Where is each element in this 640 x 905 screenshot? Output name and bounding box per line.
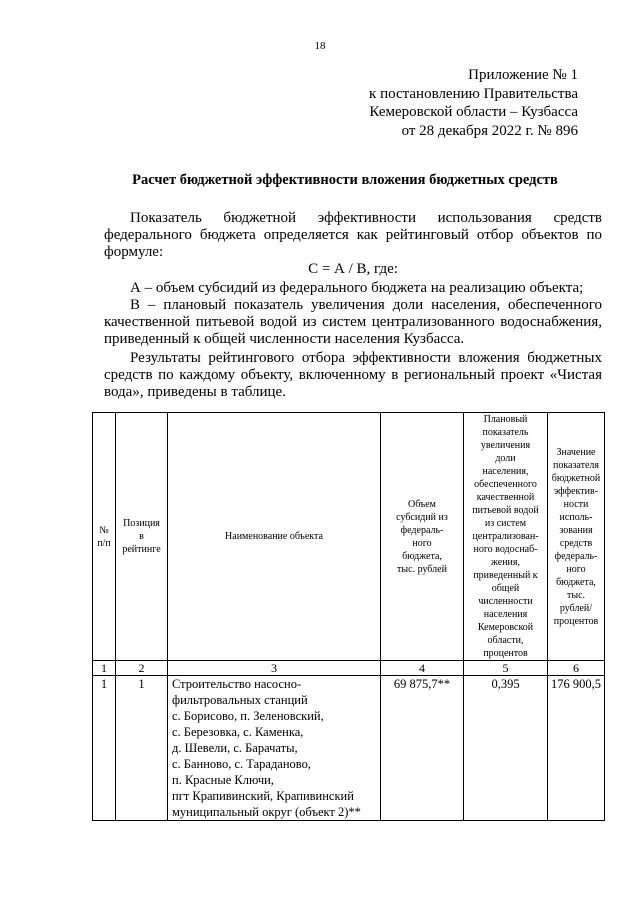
text-line: ности: [563, 498, 589, 510]
text-line: рублей/: [559, 602, 593, 614]
text-line: показатель: [482, 427, 529, 438]
column-number: 4: [381, 661, 464, 676]
text-line: процентов: [553, 615, 599, 627]
header-col-indicator: [464, 413, 548, 661]
text-line: с. Березовка, с. Каменка,: [172, 725, 304, 739]
text-line: ного: [566, 563, 586, 575]
text-line: субсидий из: [396, 511, 448, 523]
appendix-line-1: Приложение № 1: [468, 67, 578, 83]
text-line: федераль-: [400, 524, 444, 536]
text-line: населения: [483, 609, 528, 620]
text-line: федераль-: [554, 550, 598, 562]
text-line: исполь-: [559, 511, 593, 523]
intro-line-2: федерального бюджета определяется как рейтинговый отбор объектов по: [104, 227, 602, 243]
text-line: бюджетной: [551, 472, 601, 484]
header-col-subsidy: [381, 413, 464, 661]
appendix-line-2: к постановлению Правительства: [369, 86, 578, 102]
header-col-number: [93, 413, 116, 661]
text-line: рейтинге: [122, 544, 161, 555]
column-number: 3: [168, 661, 381, 676]
table-row: [93, 676, 605, 821]
column-number: 1: [93, 661, 116, 676]
text-line: области,: [487, 635, 524, 646]
header-col-name: [168, 413, 381, 661]
text-line: тыс. рублей: [397, 563, 447, 575]
text-line: из систем: [484, 518, 527, 529]
column-numbers-row: [93, 661, 605, 676]
definition-a: А – объем субсидий из федерального бюджета на реализацию объекта;: [130, 280, 584, 296]
appendix-line-4: от 28 декабря 2022 г. № 896: [401, 123, 578, 139]
column-number: 6: [548, 661, 605, 676]
text-line: эффектив-: [553, 485, 599, 497]
results-line-3: вода», приведены в таблице.: [104, 384, 286, 400]
results-line-1: Результаты рейтингового отбора эффективности вложения бюджетных: [130, 350, 602, 366]
text-line: увеличения: [480, 440, 531, 451]
row-number: 1: [93, 676, 116, 821]
row-object-name: [168, 676, 381, 821]
definition-b-line-2: качественной питьевой водой из систем централизованного водоснабжения,: [104, 314, 602, 330]
text-line: бюджета,: [556, 576, 596, 588]
header-col-position: [116, 413, 168, 661]
row-indicator: 0,395: [464, 676, 548, 821]
text-line: показателя: [552, 459, 600, 471]
text-line: приведенный к: [473, 570, 538, 581]
appendix-line-3: Кемеровской области – Кузбасса: [369, 104, 578, 120]
text-line: Значение: [556, 446, 596, 458]
row-subsidy: 69 875,7**: [381, 676, 464, 821]
text-line: общей: [491, 583, 520, 594]
text-line: с. Борисово, п. Зеленовский,: [172, 709, 324, 723]
row-position: 1: [116, 676, 168, 821]
definition-b-line-3: приведенный к общей численности населения Кузбасса.: [104, 331, 465, 347]
column-number: 5: [464, 661, 548, 676]
text-line: с. Банново, с. Тараданово,: [172, 757, 311, 771]
text-line: процентов: [483, 648, 528, 659]
text-line: п/п: [97, 537, 111, 549]
text-line: населения,: [482, 466, 529, 477]
results-line-2: средств по каждому объекту, включенному в региональный проект «Чистая: [104, 367, 602, 383]
text-line: Плановый: [483, 414, 528, 425]
text-line: Позиция: [123, 518, 160, 529]
text-line: фильтровальных станций: [172, 693, 308, 707]
text-line: жения,: [490, 557, 521, 568]
text-line: д. Шевели, с. Барачаты,: [172, 741, 298, 755]
text-line: Строительство насосно-: [172, 677, 302, 691]
document-title: Расчет бюджетной эффективности вложения бюджетных средств: [132, 172, 558, 188]
text-line: №: [99, 524, 109, 536]
row-efficiency: 176 900,5: [548, 676, 605, 821]
text-line: пгт Крапивинский, Крапивинский: [172, 789, 354, 803]
text-line: муниципальный округ (объект 2)**: [172, 805, 361, 819]
text-line: тыс.: [566, 589, 586, 601]
text-line: Объем: [408, 498, 436, 510]
table-header-row: [93, 413, 605, 661]
column-number: 2: [116, 661, 168, 676]
page-number: 18: [314, 40, 326, 52]
text-line: обеспеченного: [474, 479, 537, 490]
formula: С = А / В, где:: [308, 261, 398, 277]
text-line: зования: [559, 524, 593, 536]
text-line: ного: [412, 537, 432, 549]
text-line: в: [139, 531, 144, 542]
intro-line-1: Показатель бюджетной эффективности использования средств: [130, 210, 602, 226]
text-line: п. Красные Ключи,: [172, 773, 274, 787]
intro-line-3: формуле:: [104, 244, 164, 260]
text-line: централизован-: [472, 531, 539, 542]
definition-b-line-1: В – плановый показатель увеличения доли населения, обеспеченного: [130, 297, 602, 313]
text-line: бюджета,: [402, 550, 442, 562]
text-line: ного водоснаб-: [473, 544, 538, 555]
text-line: Наименование объекта: [225, 531, 323, 542]
rating-table: [92, 412, 605, 821]
text-line: качественной: [476, 492, 535, 503]
text-line: численности: [478, 596, 533, 607]
text-line: питьевой водой: [472, 505, 539, 516]
text-line: Кемеровской: [477, 622, 534, 633]
text-line: средств: [559, 537, 593, 549]
text-line: доли: [495, 453, 516, 464]
header-col-efficiency: [548, 413, 605, 661]
